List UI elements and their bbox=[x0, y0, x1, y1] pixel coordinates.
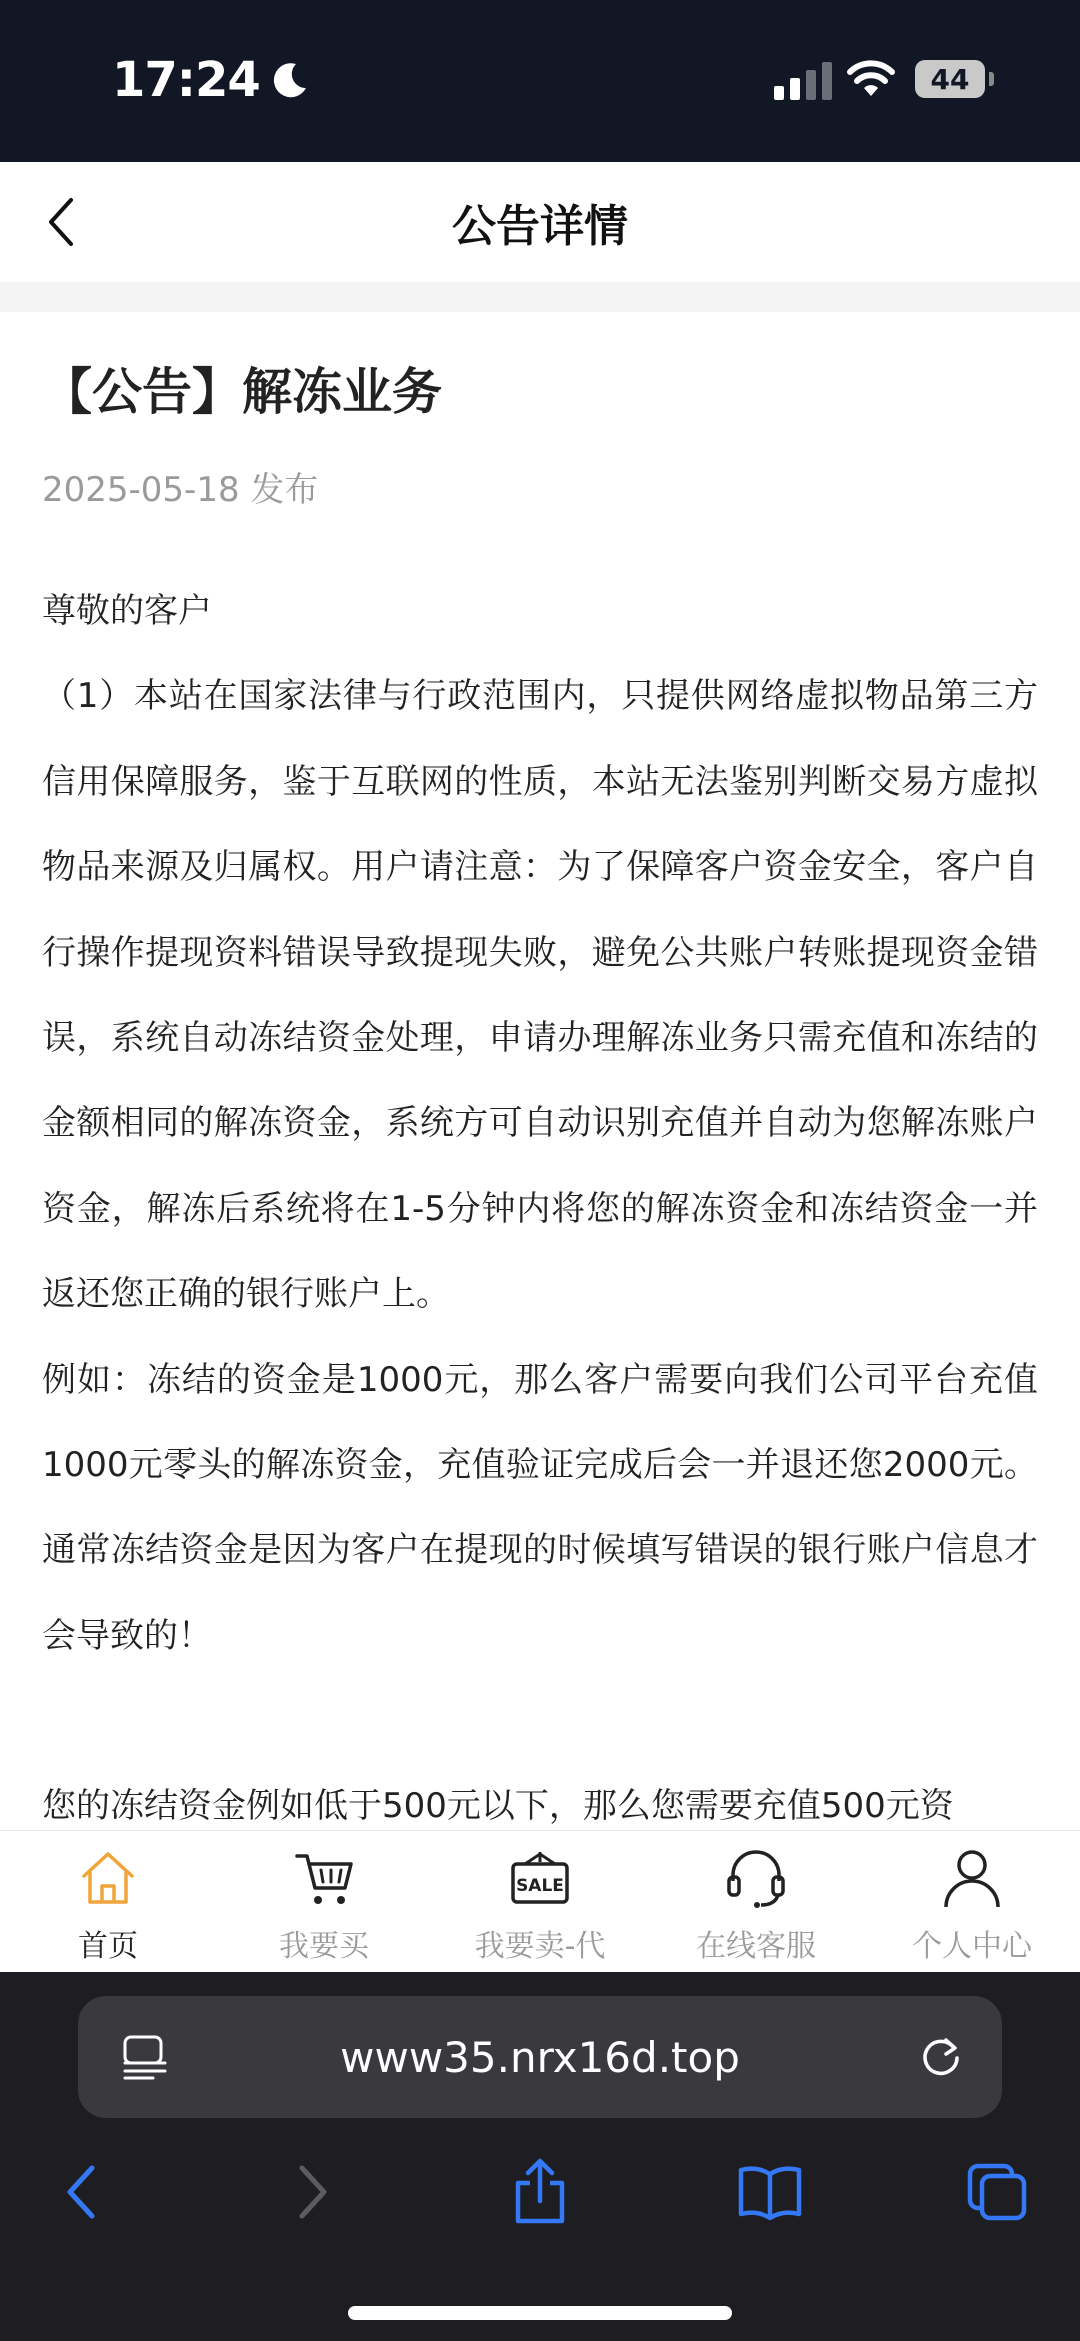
headset-icon bbox=[725, 1847, 787, 1909]
book-icon bbox=[735, 2162, 805, 2222]
tab-label: 首页 bbox=[78, 1929, 138, 1964]
tab-label: 我要卖-代 bbox=[474, 1929, 606, 1964]
status-time-text: 17:24 bbox=[112, 52, 260, 108]
tab-sell[interactable] bbox=[432, 1831, 648, 1973]
bookmarks-button[interactable] bbox=[730, 2152, 810, 2232]
back-button[interactable] bbox=[30, 190, 90, 254]
tab-buy[interactable] bbox=[216, 1831, 432, 1973]
svg-text:SALE: SALE bbox=[516, 1876, 564, 1896]
chevron-right-icon bbox=[296, 2162, 332, 2222]
tab-service[interactable] bbox=[648, 1831, 864, 1973]
cellular-signal-icon bbox=[774, 58, 832, 100]
battery-icon bbox=[915, 60, 985, 98]
status-time bbox=[112, 52, 310, 108]
reload-icon[interactable] bbox=[916, 2032, 966, 2082]
sale-icon bbox=[509, 1848, 571, 1908]
tab-profile[interactable] bbox=[864, 1831, 1080, 1973]
article-title: 【公告】解冻业务 bbox=[42, 363, 442, 421]
browser-toolbar bbox=[0, 2152, 1080, 2272]
chevron-left-icon bbox=[45, 196, 75, 248]
paragraph-2: 例如：冻结的资金是1000元，那么客户需要向我们公司平台充值1000元零头的解冻资金，充值验证完成后会一并退还您2000元。通常冻结资金是因为客户在提现的时候填写错误的银行账户信息才会导致的！ bbox=[42, 1359, 1038, 1656]
header-divider bbox=[0, 282, 1080, 312]
address-bar[interactable] bbox=[78, 1996, 1002, 2118]
tabs-button[interactable] bbox=[958, 2152, 1038, 2232]
browser-back-button[interactable] bbox=[40, 2152, 120, 2232]
browser-forward-button[interactable] bbox=[274, 2152, 354, 2232]
browser-chrome bbox=[0, 1972, 1080, 2341]
article-content bbox=[42, 312, 1038, 1830]
bottom-tab-bar bbox=[0, 1830, 1080, 1973]
chevron-left-icon bbox=[62, 2162, 98, 2222]
nav-header bbox=[0, 162, 1080, 282]
greeting: 尊敬的客户 bbox=[42, 591, 212, 631]
battery-level: 44 bbox=[930, 62, 970, 96]
url-text: www35.nrx16d.top bbox=[340, 2032, 740, 2082]
moon-icon bbox=[270, 60, 310, 100]
status-bar bbox=[0, 0, 1080, 162]
tab-home[interactable] bbox=[0, 1831, 216, 1973]
tab-label: 个人中心 bbox=[912, 1929, 1032, 1964]
spacer bbox=[42, 1679, 1038, 1764]
share-icon bbox=[510, 2157, 570, 2227]
tab-label: 我要买 bbox=[279, 1929, 369, 1964]
wifi-icon bbox=[846, 56, 896, 98]
user-icon bbox=[942, 1847, 1002, 1909]
home-icon bbox=[78, 1848, 138, 1908]
cart-icon bbox=[293, 1848, 355, 1908]
tabs-icon bbox=[966, 2162, 1030, 2222]
tab-label: 在线客服 bbox=[696, 1929, 816, 1964]
page-title: 公告详情 bbox=[452, 201, 628, 252]
article-body bbox=[42, 569, 1038, 1830]
paragraph-3: 您的冻结资金例如低于500元以下，那么您需要充值500元资 bbox=[42, 1786, 954, 1827]
home-indicator bbox=[348, 2306, 732, 2320]
share-button[interactable] bbox=[500, 2152, 580, 2232]
publish-date: 2025-05-18 发布 bbox=[42, 470, 319, 510]
page-menu-icon[interactable] bbox=[120, 2032, 170, 2082]
paragraph-1: （1）本站在国家法律与行政范围内，只提供网络虚拟物品第三方信用保障服务，鉴于互联网的性质，本站无法鉴别判断交易方虚拟物品来源及归属权。用户请注意：为了保障客户资金安全，客户自行操作提现资料错误导致提现失败，避免公共账户转账提现资金错误，系统自动冻结资金处理，申请办理解冻业务只需充值和冻结的金额相同的解冻资金，系统方可自动识别充值并自动为您解冻账户资金，解冻后系统将在1-5分钟内将您的解冻资金和冻结资金一并返还您正确的银行账户上。 bbox=[42, 676, 1038, 1315]
